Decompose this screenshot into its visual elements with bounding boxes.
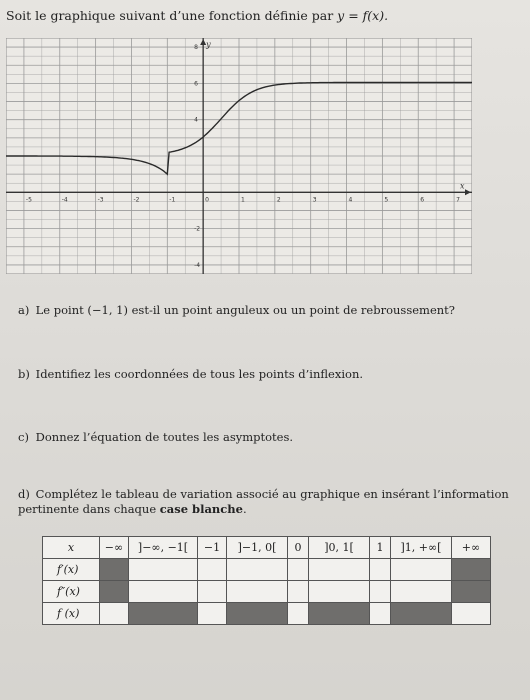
header-cell-x: x bbox=[43, 537, 100, 559]
shaded-cell bbox=[452, 581, 491, 603]
header-cell-interval-4: ]1, +∞[ bbox=[391, 537, 452, 559]
header-cell-minus-1: −1 bbox=[198, 537, 227, 559]
table-row-f bbox=[43, 603, 491, 625]
graph-canvas bbox=[6, 38, 472, 274]
blank-cell[interactable] bbox=[288, 581, 309, 603]
question-d-end: . bbox=[242, 502, 247, 516]
question-a-text: Le point (−1, 1) est-il un point anguleux ou un point de rebroussement? bbox=[35, 303, 455, 317]
blank-cell[interactable] bbox=[309, 581, 370, 603]
question-a bbox=[18, 303, 455, 317]
shaded-cell bbox=[100, 581, 129, 603]
row-label-f: f (x) bbox=[43, 603, 100, 625]
x-tick-label: 2 bbox=[276, 196, 281, 204]
question-d-text: Complétez le tableau de variation associé au graphique en insérant l’information pertinente dans chaque bbox=[18, 487, 509, 516]
blank-cell[interactable] bbox=[227, 559, 288, 581]
question-b-label: b) bbox=[18, 367, 30, 381]
header-cell-zero: 0 bbox=[288, 537, 309, 559]
blank-cell[interactable] bbox=[198, 559, 227, 581]
blank-cell[interactable] bbox=[391, 581, 452, 603]
x-tick-label: 1 bbox=[241, 196, 245, 204]
blank-cell[interactable] bbox=[129, 559, 198, 581]
shaded-cell bbox=[129, 603, 198, 625]
header-cell-interval-2: ]−1, 0[ bbox=[227, 537, 288, 559]
question-c-text: Donnez l’équation de toutes les asymptotes. bbox=[35, 430, 294, 444]
shaded-cell bbox=[452, 559, 491, 581]
shaded-cell bbox=[227, 603, 288, 625]
intro-sentence bbox=[6, 8, 388, 23]
question-b bbox=[18, 367, 363, 381]
row-label-fsecond: f″(x) bbox=[43, 581, 100, 603]
question-d bbox=[18, 487, 524, 517]
table-row-fsecond bbox=[43, 581, 491, 603]
x-tick-label: 6 bbox=[420, 196, 425, 204]
y-axis-label: y bbox=[206, 40, 211, 49]
blank-cell[interactable] bbox=[100, 603, 129, 625]
x-tick-label: -1 bbox=[169, 196, 176, 204]
x-axis-label: x bbox=[460, 181, 465, 191]
shaded-cell bbox=[391, 603, 452, 625]
blank-cell[interactable] bbox=[391, 559, 452, 581]
table-header-row bbox=[43, 537, 491, 559]
x-tick-label: 4 bbox=[348, 196, 353, 204]
x-tick-label: -4 bbox=[61, 196, 68, 204]
function-graph bbox=[6, 38, 472, 274]
x-tick-label: -5 bbox=[25, 196, 32, 204]
x-tick-label: 7 bbox=[456, 196, 460, 204]
blank-cell[interactable] bbox=[198, 581, 227, 603]
header-cell-one: 1 bbox=[370, 537, 391, 559]
x-tick-label: 3 bbox=[312, 196, 317, 204]
blank-cell[interactable] bbox=[309, 559, 370, 581]
blank-cell[interactable] bbox=[370, 559, 391, 581]
x-tick-label: -2 bbox=[133, 196, 140, 204]
question-c bbox=[18, 430, 293, 444]
blank-cell[interactable] bbox=[370, 603, 391, 625]
blank-cell[interactable] bbox=[288, 559, 309, 581]
question-d-label: d) bbox=[18, 487, 30, 501]
blank-cell[interactable] bbox=[198, 603, 227, 625]
question-a-label: a) bbox=[18, 303, 30, 317]
intro-text: Soit le graphique suivant d’une fonction définie par bbox=[6, 8, 338, 23]
y-tick-label: -2 bbox=[194, 225, 201, 233]
header-cell-interval-1: ]−∞, −1[ bbox=[129, 537, 198, 559]
y-tick-label: 6 bbox=[194, 80, 198, 88]
header-cell-plus-inf: +∞ bbox=[452, 537, 491, 559]
question-d-bold: case blanche bbox=[159, 502, 243, 516]
x-tick-label: 5 bbox=[384, 196, 389, 204]
blank-cell[interactable] bbox=[227, 581, 288, 603]
header-cell-minus-inf: −∞ bbox=[100, 537, 129, 559]
blank-cell[interactable] bbox=[129, 581, 198, 603]
question-b-text: Identifiez les coordonnées de tous les points d’inflexion. bbox=[35, 367, 364, 381]
intro-equation: y = f(x). bbox=[337, 8, 389, 23]
header-cell-interval-3: ]0, 1[ bbox=[309, 537, 370, 559]
table-row-fprime bbox=[43, 559, 491, 581]
x-tick-label: 0 bbox=[205, 196, 209, 204]
shaded-cell bbox=[100, 559, 129, 581]
y-tick-label: 8 bbox=[194, 44, 198, 52]
y-tick-label: 4 bbox=[194, 116, 198, 124]
shaded-cell bbox=[309, 603, 370, 625]
question-c-label: c) bbox=[18, 430, 29, 444]
blank-cell[interactable] bbox=[288, 603, 309, 625]
variation-table-wrap bbox=[42, 536, 491, 625]
y-tick-label: -4 bbox=[194, 261, 201, 269]
blank-cell[interactable] bbox=[370, 581, 391, 603]
x-tick-label: -3 bbox=[97, 196, 104, 204]
blank-cell[interactable] bbox=[452, 603, 491, 625]
row-label-fprime: f′(x) bbox=[43, 559, 100, 581]
variation-table bbox=[42, 536, 491, 625]
